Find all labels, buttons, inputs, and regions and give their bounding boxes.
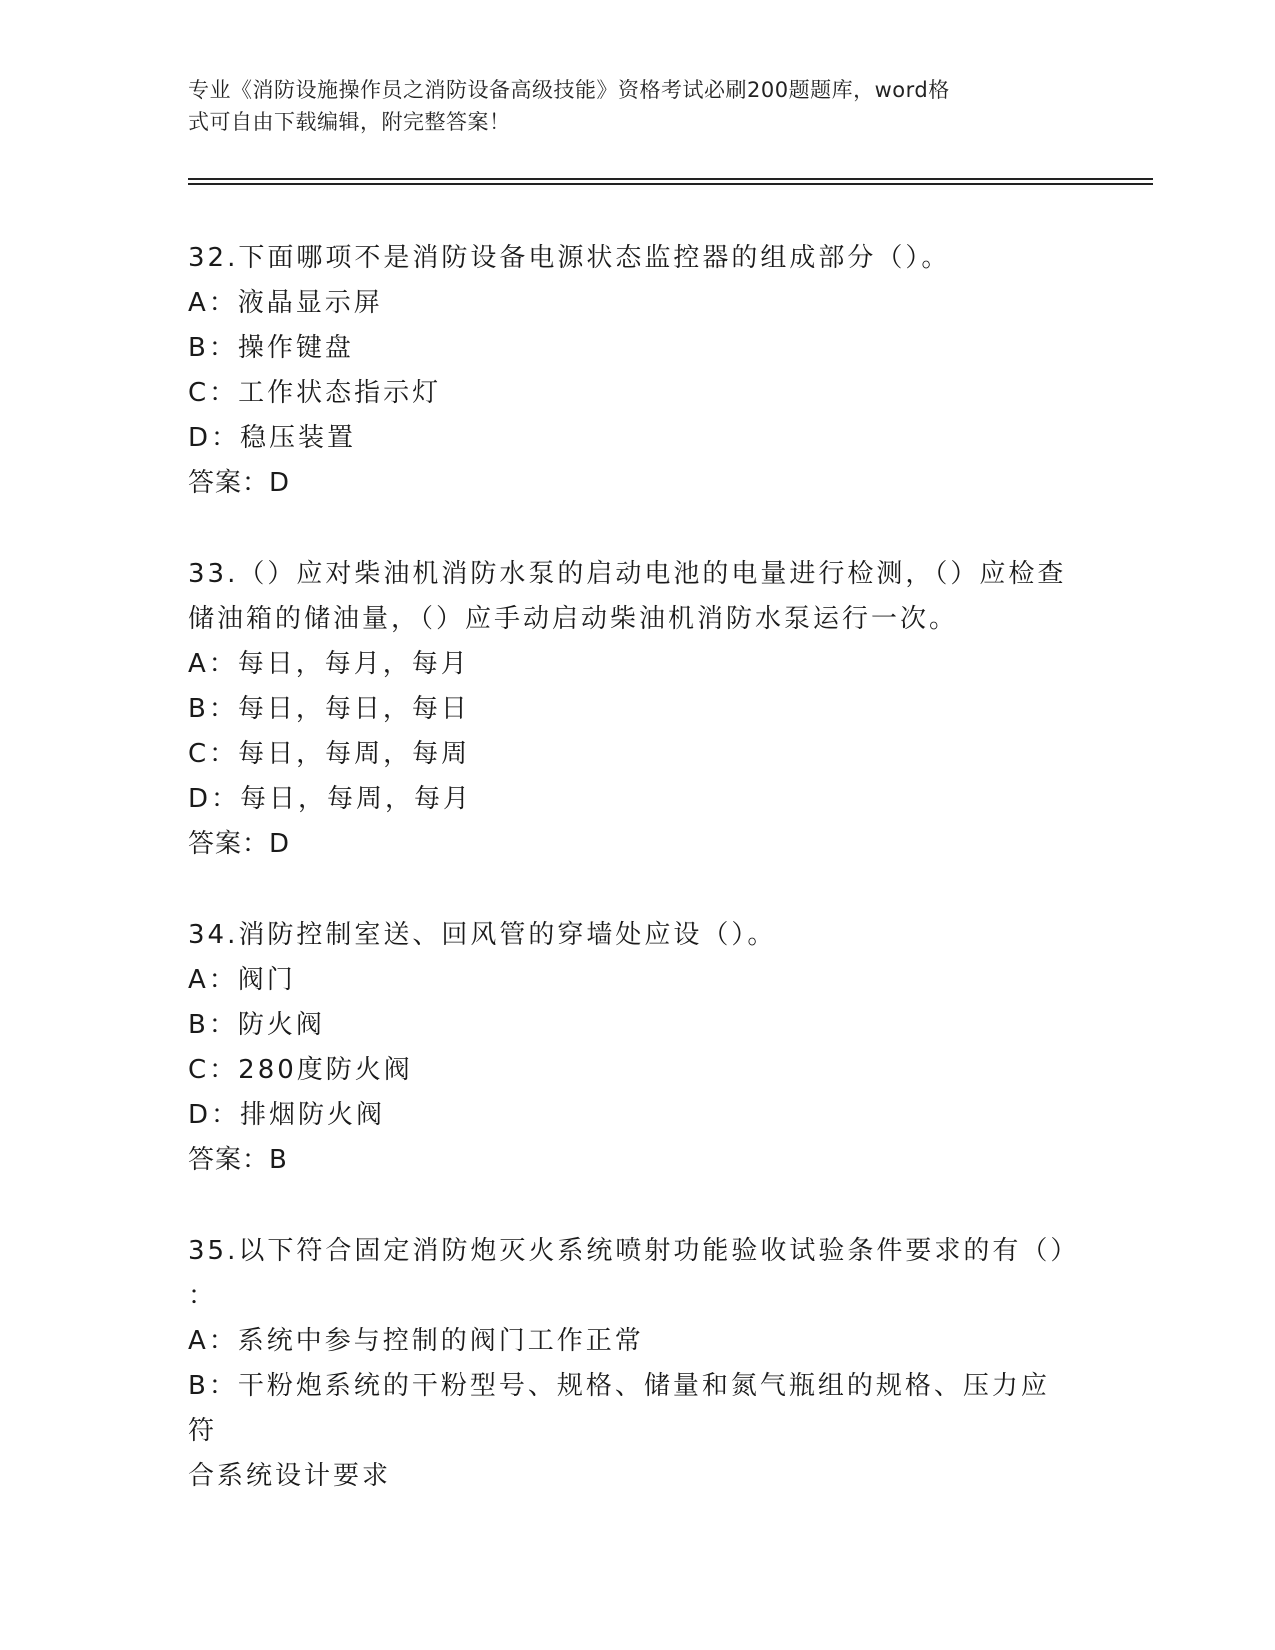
question-stem: 32.下面哪项不是消防设备电源状态监控器的组成部分（）。 [188,243,951,273]
question-34 [188,913,1068,1183]
header-divider-top [188,178,1153,180]
document-header [188,74,1068,138]
question-stem: 34.消防控制室送、回风管的穿墙处应设（）。 [188,920,777,950]
option-b: B：干粉炮系统的干粉型号、规格、储量和氮气瓶组的规格、压力应符 [188,1371,1050,1446]
option-a: A：液晶显示屏 [188,288,383,318]
option-b: B：防火阀 [188,1010,325,1040]
option-d: D：每日，每周，每月 [188,784,473,814]
answer-label: 答案：D [188,468,291,498]
question-35 [188,1229,1080,1499]
option-a: A：每日，每月，每月 [188,649,470,679]
option-b: B：操作键盘 [188,333,354,363]
option-a: A：阀门 [188,965,296,995]
answer-label: 答案：D [188,829,291,859]
question-stem: 33.（）应对柴油机消防水泵的启动电池的电量进行检测，（）应检查 [188,559,1067,589]
question-list [188,236,1080,1545]
header-line-2: 式可自由下载编辑，附完整答案！ [188,110,511,134]
option-a: A：系统中参与控制的阀门工作正常 [188,1326,644,1356]
answer-label: 答案：B [188,1145,288,1175]
question-stem-cont: 储油箱的储油量，（）应手动启动柴油机消防水泵运行一次。 [188,604,959,634]
header-line-1: 专业《消防设施操作员之消防设备高级技能》资格考试必刷200题题库，word格 [188,78,950,102]
option-b-cont: 合系统设计要求 [188,1461,392,1491]
question-32 [188,236,1068,506]
question-33 [188,552,1068,867]
option-c: C：280度防火阀 [188,1055,413,1085]
question-stem: 35.以下符合固定消防炮灭火系统喷射功能验收试验条件要求的有（） [188,1236,1080,1266]
option-d: D：稳压装置 [188,423,357,453]
option-d: D：排烟防火阀 [188,1100,386,1130]
question-stem-cont: ： [188,1281,218,1311]
option-c: C：工作状态指示灯 [188,378,442,408]
header-divider-bottom [188,183,1153,185]
option-c: C：每日，每周，每周 [188,739,471,769]
option-b: B：每日，每日，每日 [188,694,470,724]
